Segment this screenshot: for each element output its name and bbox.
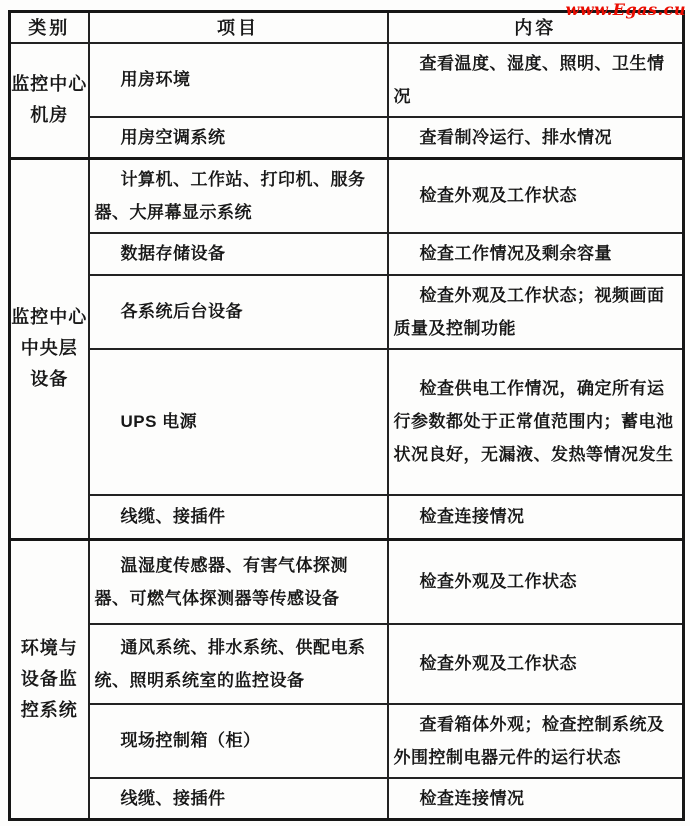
content-cell [388,624,684,704]
category-cell-environment-monitoring [10,540,89,820]
content-cell [388,117,684,159]
item-text: 现场控制箱（柜） [120,731,261,750]
item-text: 用房环境 [120,70,191,89]
table-row [10,349,684,495]
content-text: 检查工作情况及剩余容量 [419,244,612,263]
item-cell [89,778,388,820]
item-text: 计算机、工作站、打印机、服务器、大屏幕显示系统 [94,169,366,222]
content-text: 检查外观及工作状态 [419,186,577,205]
content-cell [388,704,684,778]
item-text: 线缆、接插件 [120,507,226,527]
table-row [10,275,684,349]
category-line: 中央层 [20,338,78,359]
table-row [10,158,684,233]
content-text: 查看制冷运行、排水情况 [419,127,612,147]
content-cell [388,778,684,820]
table-row [10,778,684,820]
item-text: 通风系统、排水系统、供配电系统、照明系统室的监控设备 [94,637,366,690]
item-cell [89,624,388,704]
item-cell [89,117,388,159]
item-cell [89,158,388,233]
item-cell [89,704,388,778]
item-text: 各系统后台设备 [120,302,243,321]
table-row [10,704,684,778]
content-cell [388,349,684,495]
content-cell [388,158,684,233]
column-header-item: 项目 [89,12,388,43]
table-row [10,495,684,540]
table-row [10,233,684,275]
content-text: 检查外观及工作状态 [419,654,577,673]
content-text: 查看温度、湿度、照明、卫生情况 [393,53,665,106]
content-text: 检查连接情况 [419,507,525,527]
item-text: UPS 电源 [120,412,198,431]
content-text: 检查外观及工作状态；视频画面质量及控制功能 [393,285,665,338]
category-cell-monitoring-room [10,43,89,159]
content-text: 检查连接情况 [419,788,525,808]
content-text: 检查外观及工作状态 [419,572,577,592]
table-row [10,540,684,624]
content-text: 检查供电工作情况，确定所有运行参数都处于正常值范围内；蓄电池状况良好，无漏液、发热等情况发生 [393,379,674,464]
item-cell [89,495,388,540]
category-cell-central-equipment [10,158,89,540]
item-text: 数据存储设备 [120,244,226,263]
content-text: 查看箱体外观；检查控制系统及外围控制电器元件的运行状态 [393,714,665,767]
category-line: 机房 [30,105,69,125]
category-line: 设备监 [20,669,78,689]
item-cell [89,233,388,275]
category-line: 控系统 [20,700,78,720]
content-cell [388,43,684,117]
inspection-table [8,10,685,821]
category-line: 环境与 [20,638,78,658]
item-text: 线缆、接插件 [120,788,226,808]
column-header-category: 类别 [10,12,89,43]
table-row [10,624,684,704]
table-row [10,117,684,159]
item-text: 温湿度传感器、有害气体探测器、可燃气体探测器等传感设备 [94,555,348,608]
item-cell [89,275,388,349]
category-line: 监控中心 [11,74,88,94]
item-cell [89,349,388,495]
content-cell [388,275,684,349]
table-row [10,43,684,117]
category-line: 监控中心 [11,307,88,328]
item-cell [89,540,388,624]
watermark-url-text: www.Egas.cu [565,0,686,19]
content-cell [388,540,684,624]
category-line: 设备 [30,369,69,390]
item-cell [89,43,388,117]
item-text: 用房空调系统 [120,127,226,147]
content-cell [388,495,684,540]
content-cell [388,233,684,275]
column-header-content: 内容 [388,12,684,43]
